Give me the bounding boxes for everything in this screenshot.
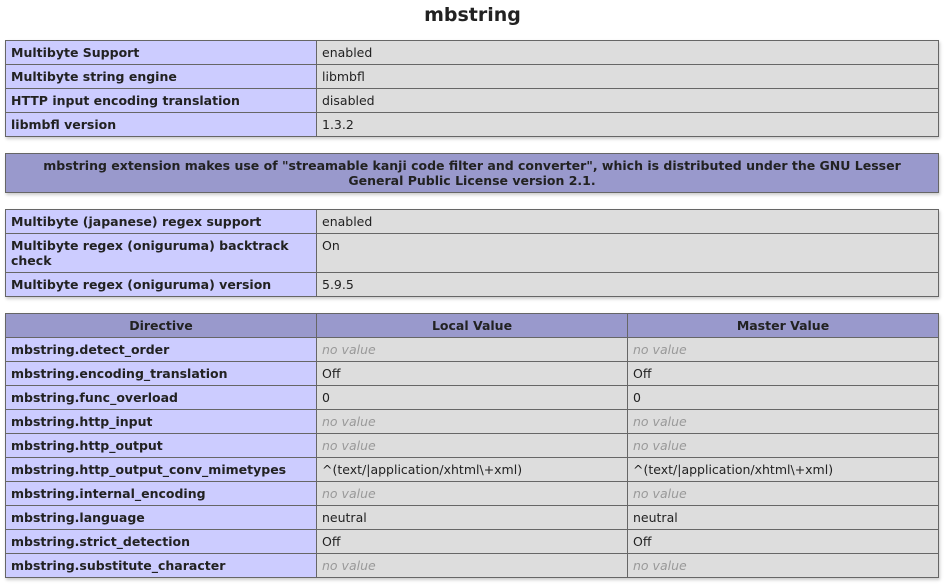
directive-master-value: neutral bbox=[628, 506, 939, 530]
directive-master-value: ^(text/|application/xhtml\+xml) bbox=[628, 458, 939, 482]
directive-local-value bbox=[317, 482, 628, 506]
table-row bbox=[6, 338, 939, 362]
directive-name: mbstring.func_overload bbox=[6, 386, 317, 410]
directive-master-value: Off bbox=[628, 362, 939, 386]
info-value: 1.3.2 bbox=[317, 113, 939, 137]
directive-master-value: 0 bbox=[628, 386, 939, 410]
table-row bbox=[6, 273, 939, 297]
regex-name: Multibyte (japanese) regex support bbox=[6, 210, 317, 234]
info-name: Multibyte string engine bbox=[6, 65, 317, 89]
column-header-master-value: Master Value bbox=[628, 314, 939, 338]
regex-info-table bbox=[5, 209, 939, 297]
directive-master-value bbox=[628, 434, 939, 458]
directive-name: mbstring.http_input bbox=[6, 410, 317, 434]
info-name: libmbfl version bbox=[6, 113, 317, 137]
column-header-local-value: Local Value bbox=[317, 314, 628, 338]
directive-master-value bbox=[628, 338, 939, 362]
directive-master-value bbox=[628, 410, 939, 434]
directive-local-value: Off bbox=[317, 530, 628, 554]
table-row bbox=[6, 386, 939, 410]
directive-local-value: 0 bbox=[317, 386, 628, 410]
directive-master-value: Off bbox=[628, 530, 939, 554]
table-row bbox=[6, 434, 939, 458]
license-notice-table bbox=[5, 153, 939, 193]
directive-name: mbstring.detect_order bbox=[6, 338, 317, 362]
table-row bbox=[6, 65, 939, 89]
table-row bbox=[6, 234, 939, 273]
no-value-text: no value bbox=[322, 438, 376, 453]
directive-master-value bbox=[628, 482, 939, 506]
regex-value: On bbox=[317, 234, 939, 273]
no-value-text: no value bbox=[322, 342, 376, 357]
table-row bbox=[6, 482, 939, 506]
spacer bbox=[0, 193, 945, 209]
table-row bbox=[6, 41, 939, 65]
info-value: disabled bbox=[317, 89, 939, 113]
license-notice: mbstring extension makes use of "streamable kanji code filter and converter", which is distributed under the GNU Lesser General Public License version 2.1. bbox=[6, 154, 939, 193]
info-name: HTTP input encoding translation bbox=[6, 89, 317, 113]
table-row bbox=[6, 210, 939, 234]
no-value-text: no value bbox=[633, 558, 687, 573]
directive-name: mbstring.http_output bbox=[6, 434, 317, 458]
table-row bbox=[6, 154, 939, 193]
directive-name: mbstring.strict_detection bbox=[6, 530, 317, 554]
directives-table bbox=[5, 313, 939, 578]
directive-local-value bbox=[317, 338, 628, 362]
directive-rows bbox=[6, 338, 939, 578]
table-row bbox=[6, 362, 939, 386]
regex-value: enabled bbox=[317, 210, 939, 234]
regex-name: Multibyte regex (oniguruma) backtrack check bbox=[6, 234, 317, 273]
regex-name: Multibyte regex (oniguruma) version bbox=[6, 273, 317, 297]
directive-local-value bbox=[317, 410, 628, 434]
directive-name: mbstring.language bbox=[6, 506, 317, 530]
directive-name: mbstring.http_output_conv_mimetypes bbox=[6, 458, 317, 482]
no-value-text: no value bbox=[322, 414, 376, 429]
directive-name: mbstring.internal_encoding bbox=[6, 482, 317, 506]
table-row bbox=[6, 554, 939, 578]
no-value-text: no value bbox=[633, 438, 687, 453]
no-value-text: no value bbox=[322, 486, 376, 501]
no-value-text: no value bbox=[633, 486, 687, 501]
no-value-text: no value bbox=[633, 414, 687, 429]
directive-local-value bbox=[317, 434, 628, 458]
table-header-row bbox=[6, 314, 939, 338]
table-row bbox=[6, 530, 939, 554]
info-name: Multibyte Support bbox=[6, 41, 317, 65]
info-value: libmbfl bbox=[317, 65, 939, 89]
directive-name: mbstring.substitute_character bbox=[6, 554, 317, 578]
spacer bbox=[0, 297, 945, 313]
page-title: mbstring bbox=[424, 4, 521, 26]
info-value: enabled bbox=[317, 41, 939, 65]
table-row bbox=[6, 506, 939, 530]
directive-local-value: Off bbox=[317, 362, 628, 386]
column-header-directive: Directive bbox=[6, 314, 317, 338]
spacer bbox=[0, 137, 945, 153]
directive-local-value: ^(text/|application/xhtml\+xml) bbox=[317, 458, 628, 482]
directive-name: mbstring.encoding_translation bbox=[6, 362, 317, 386]
table-row bbox=[6, 458, 939, 482]
directive-master-value bbox=[628, 554, 939, 578]
table-row bbox=[6, 410, 939, 434]
no-value-text: no value bbox=[322, 558, 376, 573]
directive-local-value: neutral bbox=[317, 506, 628, 530]
regex-value: 5.9.5 bbox=[317, 273, 939, 297]
no-value-text: no value bbox=[633, 342, 687, 357]
table-row bbox=[6, 89, 939, 113]
directive-local-value bbox=[317, 554, 628, 578]
mbstring-info-table bbox=[5, 40, 939, 137]
table-row bbox=[6, 113, 939, 137]
